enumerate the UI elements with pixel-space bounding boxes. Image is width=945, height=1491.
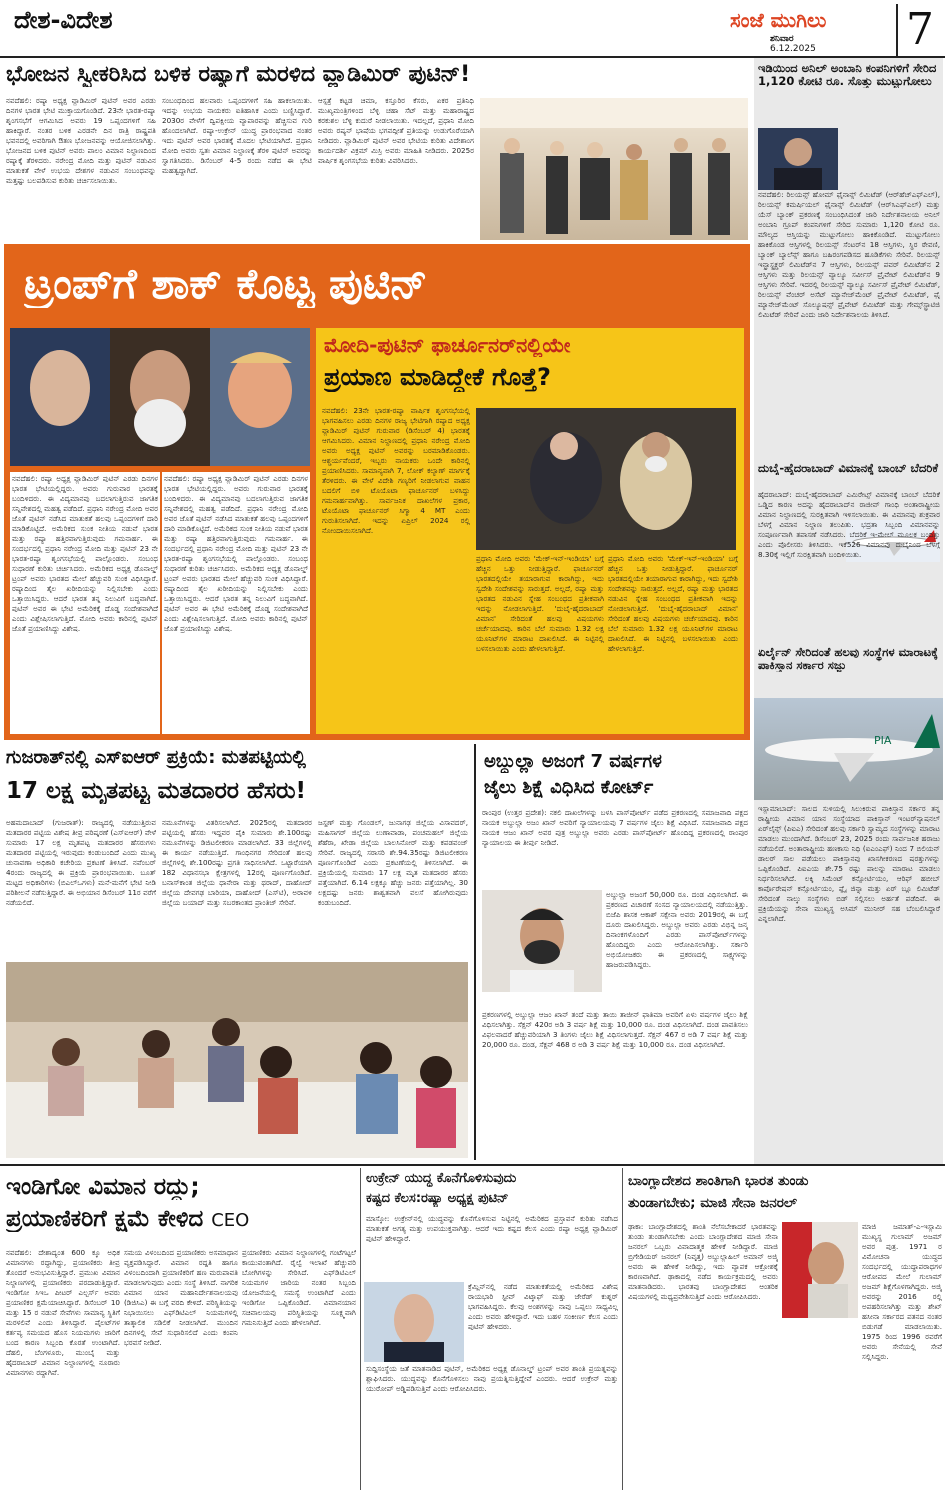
abdulla-intro: ರಾಂಪುರ (ಉತ್ತರ ಪ್ರದೇಶ): ನಕಲಿ ದಾಖಲೆಗಳನ್ನು ಬಳಸಿ ಪಾಸ್‌ಪೋರ್ಟ್ ಪಡೆದ ಪ್ರಕರಣದಲ್ಲಿ ಸಮಾಜವಾದಿ ಪಕ್ಷದ ನಾಯಕ ಅಬ್ದುಲ್ಲಾ ಅಜಂ ಖಾನ್ ಅವರಿಗೆ ನ್ಯಾಯಾಲಯವು 7 ವರ್ಷಗಳ ಜೈಲು ಶಿಕ್ಷೆ ವಿಧಿಸಿದೆ. ಸಮಾಜವಾದಿ ಪಕ್ಷದ ನಾಯಕ ಆಜಂ ಖಾನ್ ಅವರ ಪುತ್ರ ಅಬ್ದುಲ್ಲಾ ಅವರು ಎರಡು ಪಾಸ್‌ಪೋರ್ಟ್ ಹೊಂದಿದ್ದ ಪ್ರಕರಣದಲ್ಲಿ ರಾಂಪುರ ನ್ಯಾಯಾಲಯ ಈ ತೀರ್ಪು ನೀಡಿದೆ.	[482, 808, 748, 847]
putin-banner	[4, 244, 750, 740]
ambani-body: ನವದೆಹಲಿ: ರಿಲಯನ್ಸ್ ಹೋಮ್ ಫೈನಾನ್ಸ್ ಲಿಮಿಟೆಡ್ (ಆರ್‌ಹೆಚ್‌ಎಫ್‌ಎಲ್), ರಿಲಯನ್ಸ್ ಕಮರ್ಷಿಯಲ್ ಫೈನಾನ್ಸ್ ಲಿಮಿಟೆಡ್ (ಆರ್‌ಸಿಎಫ್‌ಎಲ್) ಮತ್ತು ಯೆಸ್ ಬ್ಯಾಂಕ್ ಪ್ರಕರಣಕ್ಕೆ ಸಂಬಂಧಿಸಿದಂತೆ ಜಾರಿ ನಿರ್ದೇಶನಾಲಯ ಅನಿಲ್ ಅಂಬಾನಿ ಗ್ರೂಪ್ ಕಂಪನಿಗಳಿಗೆ ಸೇರಿದ ಸುಮಾರು 1,120 ಕೋಟಿ ರೂ. ಮೌಲ್ಯದ ಆಸ್ತಿಯನ್ನು ಮುಟ್ಟುಗೋಲು ಹಾಕಿಕೊಂಡಿದೆ. ಮುಟ್ಟುಗೋಲು ಹಾಕಿಕೊಂಡ ಆಸ್ತಿಗಳಲ್ಲಿ ರಿಲಯನ್ಸ್ ಸೆಂಟರ್‌ನ 18 ಆಸ್ತಿಗಳು, ಸ್ಥಿರ ಠೇವಣಿ, ಬ್ಯಾಂಕ್ ಬ್ಯಾಲೆನ್ಸ್ ಹಾಗೂ ಬಹಿರಂಗಪಡಿಸದ ಹೂಡಿಕೆಗಳು ಸೇರಿವೆ. ರಿಲಯನ್ಸ್ ಇನ್ಫ್ರಾಸ್ಟ್ರಕ್ಚರ್ ಲಿಮಿಟೆಡ್‌ನ 7 ಆಸ್ತಿಗಳು, ರಿಲಯನ್ಸ್ ಪವರ್ ಲಿಮಿಟೆಡ್‌ನ 2 ಆಸ್ತಿಗಳು ಮತ್ತು ರಿಲಯನ್ಸ್ ವ್ಯಾಲ್ಯೂ ಸರ್ವೀಸ್ ಪ್ರೈವೇಟ್ ಲಿಮಿಟೆಡ್‌ನ 9 ಆಸ್ತಿಗಳು ಸೇರಿವೆ. ಇದರಲ್ಲಿ ರಿಲಯನ್ಸ್ ವ್ಯಾಲ್ಯೂ ಸರ್ವೀಸ್ ಪ್ರೈವೇಟ್ ಲಿಮಿಟೆಡ್, ರಿಲಯನ್ಸ್ ವೆಂಚರ್ ಅಸೆಟ್ ಮ್ಯಾನೇಜ್‌ಮೆಂಟ್ ಪ್ರೈವೇಟ್ ಲಿಮಿಟೆಡ್, ಫೈ ಮ್ಯಾನೇಜ್‌ಮೆಂಟ್ ಸೊಲ್ಯೂಷನ್ಸ್ ಪ್ರೈವೇಟ್ ಲಿಮಿಟೆಡ್ ಮತ್ತು ಗೇಮ್ಸ್‌ಸ್ಟ್ರಾಟಿಜಿ ಲಿಮಿಟೆಡ್ ಸೇರಿವೆ ಎಂದು ಜಾರಿ ನಿರ್ದೇಶನಾಲಯ ತಿಳಿಸಿದೆ.	[758, 190, 940, 319]
column-divider	[474, 744, 476, 1160]
section-label: ದೇಶ-ವಿದೇಶ	[14, 6, 113, 34]
sir-col1: ಅಹಮದಾಬಾದ್ (ಗುಜರಾತ್): ರಾಜ್ಯದಲ್ಲಿ ನಡೆಯುತ್ತಿರುವ ಮತದಾರರ ಪಟ್ಟಿಯ ವಿಶೇಷ ತೀವ್ರ ಪರಿಷ್ಕರಣೆ (ಎಸ್‌ಐಆರ್) ವೇಳೆ ಸುಮಾರು 17 ಲಕ್ಷ ಮೃತಪಟ್ಟ ಮತದಾರರ ಹೆಸರುಗಳು ಮತದಾರರ ಪಟ್ಟಿಯಲ್ಲಿ ಇರುವುದು ಕಂಡುಬಂದಿದೆ ಎಂದು ಮುಖ್ಯ ಚುನಾವಣಾ ಅಧಿಕಾರಿ ಕಚೇರಿಯ ಪ್ರಕಟಣೆ ತಿಳಿಸಿದೆ. ನವೆಂಬರ್ 4ರಂದು ರಾಜ್ಯದಲ್ಲಿ ಈ ಪ್ರಕ್ರಿಯೆ ಪ್ರಾರಂಭವಾಯಿತು. ಬೂತ್ ಮಟ್ಟದ ಅಧಿಕಾರಿಗಳು (ಬಿಎಲ್‌ಒಗಳು) ಮನೆ-ಮನೆಗೆ ಭೇಟಿ ನೀಡಿ ಪರಿಶೀಲನೆ ನಡೆಸುತ್ತಿದ್ದಾರೆ. ಈ ಅಭಿಯಾನ ಡಿಸೆಂಬರ್ 11ರ ವರೆಗೆ ನಡೆಯಲಿದೆ.	[6, 818, 156, 907]
fortuner-headline-2: ಪ್ರಯಾಣ ಮಾಡಿದ್ದೇಕೆ ಗೊತ್ತೆ?	[324, 364, 551, 391]
sidebar	[754, 58, 943, 1166]
indigo-col1: ನವದೆಹಲಿ: ದೇಶಾದ್ಯಂತ 600 ಕ್ಕೂ ಅಧಿಕ ವಿಮಾನಗಳು ರದ್ದಾಗಿದ್ದು, ಪ್ರಯಾಣಿಕರು ತೀವ್ರ ತೊಂದರೆ ಅನುಭವಿಸುತ್ತಿದ್ದಾರೆ. ಪ್ರಮುಖ ವಿಮಾನ ನಿಲ್ದಾಣಗಳಲ್ಲಿ ಪ್ರಯಾಣಿಕರು ಪರದಾಡುತ್ತಿದ್ದಾರೆ. ಇಂಡಿಗೋ ಸಿಇಒ ಪೀಟರ್ ಎಲ್ಬರ್ಸ್ ಅವರು ಪ್ರಯಾಣಿಕರ ಕ್ಷಮೆಯಾಚಿಸಿದ್ದಾರೆ. ಡಿಸೆಂಬರ್ 10 ಮತ್ತು 15 ರ ನಡುವೆ ಸೇವೆಗಳು ಸಾಮಾನ್ಯ ಸ್ಥಿತಿಗೆ ಮರಳಲಿವೆ ಎಂದು ತಿಳಿಸಿದ್ದಾರೆ. ಪೈಲಟ್‌ಗಳ ಕರ್ತವ್ಯ ಸಮಯದ ಹೊಸ ನಿಯಮಗಳು ಜಾರಿಗೆ ಬಂದ ಕಾರಣ ಸಿಬ್ಬಂದಿ ಕೊರತೆ ಉಂಟಾಗಿದೆ. ದೆಹಲಿ, ಬೆಂಗಳೂರು, ಮುಂಬೈ ಮತ್ತು ಹೈದರಾಬಾದ್ ವಿಮಾನ ನಿಲ್ದಾಣಗಳಲ್ಲಿ ನೂರಾರು ವಿಮಾನಗಳು ರದ್ದಾಗಿವೆ.	[6, 1248, 120, 1377]
indigo-headline-1: ಇಂಡಿಗೋ ವಿಮಾನ ರದ್ದು;	[6, 1174, 200, 1200]
sir-office-photo	[6, 962, 468, 1158]
ukraine-headline-2: ಕಷ್ಟದ ಕೆಲಸ:ರಷ್ಯಾ ಅಧ್ಯಕ್ಷ ಪುಟಿನ್	[366, 1192, 509, 1206]
fortuner-body-left: ನವದೆಹಲಿ: 23ನೇ ಭಾರತ-ರಷ್ಯಾ ವಾರ್ಷಿಕ ಶೃಂಗಸಭೆಯಲ್ಲಿ ಭಾಗವಹಿಸಲು ಎರಡು ದಿನಗಳ ರಾಜ್ಯ ಭೇಟಿಗಾಗಿ ರಷ್ಯಾದ ಅಧ್ಯಕ್ಷ ವ್ಲಾಡಿಮಿರ್ ಪುಟಿನ್ ಗುರುವಾರ (ಡಿಸೆಂಬರ್ 4) ಭಾರತಕ್ಕೆ ಆಗಮಿಸಿದರು. ವಿಮಾನ ನಿಲ್ದಾಣದಲ್ಲಿ ಪ್ರಧಾನಿ ನರೇಂದ್ರ ಮೋದಿ ಅವರು ಅಧ್ಯಕ್ಷ ಪುಟಿನ್ ಅವರನ್ನು ಬರಮಾಡಿಕೊಂಡರು. ಆಶ್ಚರ್ಯವೆಂದರೆ, ಇಬ್ಬರು ನಾಯಕರು ಒಂದೇ ಕಾರಿನಲ್ಲಿ ಪ್ರಯಾಣಿಸಿದರು. ಸಾಮಾನ್ಯವಾಗಿ 7, ಲೋಕ್ ಕಲ್ಯಾಣ್ ಮಾರ್ಗಕ್ಕೆ ತೆರಳಿದರು. ಈ ವೇಳೆ ವಿದೇಶಿ ಗಣ್ಯರಿಗೆ ನೀಡಲಾಗುವ ವಾಹನ ಬದಲಿಗೆ ಬಿಳಿ ಟೊಯೊಟಾ ಫಾರ್ಚೂನರ್ ಬಳಸಿದ್ದು ಗಮನಾರ್ಹವಾಗಿತ್ತು. ಸಾರ್ವಜನಿಕ ದಾಖಲೆಗಳ ಪ್ರಕಾರ, ಟೊಯೊಟಾ ಫಾರ್ಚೂನರ್ ಸಿಗ್ಮಾ 4 MT ಎಂದು ಗುರುತಿಸಲಾಗಿದೆ. ಇದನ್ನು ಏಪ್ರಿಲ್ 2024 ರಲ್ಲಿ ನೋಂದಾಯಿಸಲಾಗಿದೆ.	[322, 406, 470, 535]
putin-return-col3: ಆಸ್ಪತ್ರೆ ಕಟ್ಟಡ ಚಿಮಾ, ಕಸ್ತೂರಿರ ಕೆಸರು, ಏಕರ ಪ್ರತಿನಿಧಿ ಮುಖ್ಯಮಂತ್ರಿಗಳಿಂದ ಬೆಳ್ಳಿ ಚಹಾ ಸೆಟ್ ಮತ್ತು ಮಹಾರಾಷ್ಟ್ರದ ಕರಕುಶಲ ಬೆಳ್ಳಿ ಕುದುರೆ ನೀಡಲಾಯಿತು. ಇದಲ್ಲದೆ, ಪ್ರಧಾನಿ ಮೋದಿ ಅವರು ರಷ್ಯನ್ ಭಾಷೆಯ ಭಗವದ್ಗೀತೆ ಪ್ರತಿಯನ್ನು ಉಡುಗೊರೆಯಾಗಿ ನೀಡಿದರು. ವ್ಲಾಡಿಮಿರ್ ಪುಟಿನ್ ಅವರ ಭೇಟಿಯ ಕುರಿತು ವಿದೇಶಾಂಗ ಕಾರ್ಯದರ್ಶಿ ವಿಕ್ರಮ್ ಮಿಸ್ರಿ ಅವರು ಮಾಹಿತಿ ನೀಡಿದರು. 2025ರ ವಾರ್ಷಿಕ ಶೃಂಗಸಭೆಯ ಕುರಿತು ವಿವರಿಸಿದರು.	[318, 96, 474, 165]
abdulla-side: ಅಬ್ದುಲ್ಲಾ ಅಜಂಗೆ 50,000 ರೂ. ದಂಡ ವಿಧಿಸಲಾಗಿದೆ. ಈ ಪ್ರಕರಣದ ವಿಚಾರಣೆ ಸಂಸದ ನ್ಯಾಯಾಲಯದಲ್ಲಿ ನಡೆಯುತ್ತಿತ್ತು. ಬಿಜೆಪಿ ಶಾಸಕ ಆಕಾಶ್ ಸಕ್ಸೇನಾ ಅವರು 2019ರಲ್ಲಿ ಈ ಬಗ್ಗೆ ದೂರು ದಾಖಲಿಸಿದ್ದರು. ಅಬ್ದುಲ್ಲಾ ಅವರು ಎರಡು ವಿಭಿನ್ನ ಜನ್ಮ ದಿನಾಂಕಗಳೊಂದಿಗೆ ಎರಡು ಪಾಸ್‌ಪೋರ್ಟ್‌ಗಳನ್ನು ಹೊಂದಿದ್ದರು ಎಂದು ಆರೋಪಿಸಲಾಗಿತ್ತು. ಸರ್ಕಾರಿ ಅಭಿಯೋಜಕರು ಈ ಪ್ರಕರಣದಲ್ಲಿ ಸಾಕ್ಷ್ಯಗಳನ್ನು ಹಾಜರುಪಡಿಸಿದ್ದರು.	[606, 890, 748, 969]
car-photo	[476, 408, 736, 550]
masthead-day: ಶನಿವಾರ	[770, 34, 794, 44]
abdulla-headline-2: ಜೈಲು ಶಿಕ್ಷೆ ವಿಧಿಸಿದ ಕೋರ್ಟ್	[484, 778, 654, 798]
general-photo	[782, 1222, 858, 1318]
ukraine-top: ಮಾಸ್ಕೋ: ಉಕ್ರೇನ್‌ನಲ್ಲಿ ಯುದ್ಧವನ್ನು ಕೊನೆಗೊಳಿಸುವ ನಿಟ್ಟಿನಲ್ಲಿ ಅಮೆರಿಕದ ಪ್ರಸ್ತಾವನೆ ಕುರಿತು ನಡೆಸಿದ ಮಾತುಕತೆ ಅಗತ್ಯ ಮತ್ತು ಉಪಯುಕ್ತವಾಗಿತ್ತು. ಆದರೆ ಇದು ಕಷ್ಟದ ಕೆಲಸ ಎಂದು ರಷ್ಯಾ ಅಧ್ಯಕ್ಷ ವ್ಲಾಡಿಮಿರ್ ಪುಟಿನ್ ಹೇಳಿದ್ದಾರೆ.	[366, 1214, 618, 1243]
bangla-headline-2: ತುಂಡಾಗಬೇಕು; ಮಾಜಿ ಸೇನಾ ಜನರಲ್	[628, 1196, 797, 1211]
putin-return-headline: ಭೋಜನ ಸ್ವೀಕರಿಸಿದ ಬಳಿಕ ರಷ್ಯಾಗೆ ಮರಳಿದ ವ್ಲಾಡಿಮಿರ್ ಪುಟಿನ್!	[6, 62, 471, 87]
indigo-col3: ಪ್ರಯಾಣಿಕರು ವಿಮಾನ ನಿಲ್ದಾಣಗಳಲ್ಲಿ ಗಂಟೆಗಟ್ಟಲೆ ಕಾಯುವಂತಾಗಿದೆ. ರೈಲ್ವೆ ಇಲಾಖೆ ಹೆಚ್ಚುವರಿ ಬೋಗಿಗಳನ್ನು ಸೇರಿಸಿದೆ. ಎಫ್‌ಡಿಟಿಎಲ್ ನಿಯಮಗಳ ಜಾರಿಯ ನಂತರ ಸಿಬ್ಬಂದಿ ಯೋಜನೆಯಲ್ಲಿ ಸಮಸ್ಯೆ ಉಂಟಾಗಿದೆ ಎಂದು ಇಂಡಿಗೋ ಒಪ್ಪಿಕೊಂಡಿದೆ. ವಿಮಾನಯಾನ ಸಚಿವಾಲಯವು ಪರಿಸ್ಥಿತಿಯನ್ನು ಸೂಕ್ಷ್ಮವಾಗಿ ಗಮನಿಸುತ್ತಿದೆ ಎಂದು ಹೇಳಲಾಗಿದೆ.	[242, 1248, 356, 1327]
masthead-date: 6.12.2025	[770, 44, 816, 54]
meeting-figures	[480, 98, 748, 240]
leaders-photo	[10, 328, 310, 466]
ukraine-bottom: ಸುದ್ದಿಸಂಸ್ಥೆಯ ಜತೆ ಮಾತನಾಡಿದ ಪುಟಿನ್, ಅಮೆರಿಕದ ಅಧ್ಯಕ್ಷ ಡೊನಾಲ್ಡ್ ಟ್ರಂಪ್ ಅವರ ಶಾಂತಿ ಪ್ರಯತ್ನವನ್ನು ಶ್ಲಾಘಿಸಿದರು. ಯುದ್ಧವನ್ನು ಕೊನೆಗೊಳಿಸಲು ನಾವು ಪ್ರಯತ್ನಿಸುತ್ತಿದ್ದೇವೆ ಎಂದರು. ಆದರೆ ಉಕ್ರೇನ್ ಮತ್ತು ಯುರೋಪ್ ಅಡ್ಡಿಪಡಿಸುತ್ತಿವೆ ಎಂದು ಆರೋಪಿಸಿದರು.	[366, 1364, 618, 1393]
pia-body: ಇಸ್ಲಾಮಾಬಾದ್: ಸಾಲದ ಸುಳಿಯಲ್ಲಿ ಸಿಲುಕಿರುವ ಪಾಕಿಸ್ತಾನ ಸರ್ಕಾರ ತನ್ನ ರಾಷ್ಟ್ರೀಯ ವಿಮಾನ ಯಾನ ಸಂಸ್ಥೆಯಾದ ಪಾಕಿಸ್ತಾನ್ ಇಂಟರ್‌ನ್ಯಾಷನಲ್ ಏರ್‌ಲೈನ್ಸ್ (ಪಿಐಎ) ಸೇರಿದಂತೆ ಹಲವು ಸರ್ಕಾರಿ ಸ್ವಾಮ್ಯದ ಸಂಸ್ಥೆಗಳನ್ನು ಮಾರಾಟ ಮಾಡಲು ಮುಂದಾಗಿದೆ. ಡಿಸೆಂಬರ್ 23, 2025 ರಂದು ಸಾರ್ವಜನಿಕ ಹರಾಜು ನಡೆಯಲಿದೆ. ಅಂತಾರಾಷ್ಟ್ರೀಯ ಹಣಕಾಸು ನಿಧಿ (ಐಎಂಎಫ್) ನಿಂದ 7 ಬಿಲಿಯನ್ ಡಾಲರ್ ಸಾಲ ಪಡೆಯಲು ಪಾಕಿಸ್ತಾನವು ಖಾಸಗೀಕರಣದ ಷರತ್ತುಗಳನ್ನು ಒಪ್ಪಿಕೊಂಡಿದೆ. ಪಿಐಎಯ ಶೇ.75 ರಷ್ಟು ಪಾಲನ್ನು ಮಾರಾಟ ಮಾಡಲು ನಿರ್ಧರಿಸಲಾಗಿದೆ. ಲಕ್ಕಿ ಸಿಮೆಂಟ್ ಕನ್ಸೋರ್ಟಿಯಂ, ಆರಿಫ್ ಹಬೀಬ್ ಕಾರ್ಪೊರೇಷನ್ ಕನ್ಸೋರ್ಟಿಯಂ, ಫ್ಲೈ ಜಿನ್ನಾ ಮತ್ತು ಏರ್ ಬ್ಲೂ ಲಿಮಿಟೆಡ್ ಸೇರಿದಂತೆ ನಾಲ್ಕು ಸಂಸ್ಥೆಗಳು ಬಿಡ್ ಸಲ್ಲಿಸಲು ಅರ್ಹತೆ ಪಡೆದಿವೆ. ಈ ಪ್ರಕ್ರಿಯೆಯನ್ನು ಸೇನಾ ಮುಖ್ಯಸ್ಥ ಅಸಿಮ್ ಮುನೀರ್ ಸಹ ಬೆಂಬಲಿಸಿದ್ದಾರೆ ಎನ್ನಲಾಗಿದೆ.	[758, 804, 940, 923]
page-number: 7	[896, 4, 934, 56]
pia-headline: ಏರ್ಲೈನ್ ಸೇರಿದಂತೆ ಹಲವು ಸಂಸ್ಥೆಗಳ ಮಾರಾಟಕ್ಕೆ ಪಾಕಿಸ್ತಾನ ಸರ್ಕಾರ ಸಜ್ಜು	[758, 646, 938, 673]
indigo-headline-2	[6, 1206, 356, 1232]
sir-headline-1: ಗುಜರಾತ್‌ನಲ್ಲಿ ಎಸ್‌ಐಆರ್ ಪ್ರಕ್ರಿಯೆ: ಮತಪಟ್ಟಿಯಲ್ಲಿ	[6, 748, 306, 768]
banner-title: ಟ್ರಂಪ್‌ಗೆ ಶಾಕ್ ಕೊಟ್ಟ ಪುಟಿನ್	[24, 260, 428, 308]
bomb-body: ಹೈದರಾಬಾದ್: ದುಬೈ-ಹೈದರಾಬಾದ್ ಎಮಿರೇಟ್ಸ್ ವಿಮಾನಕ್ಕೆ ಬಾಂಬ್ ಬೆದರಿಕೆ ಒಡ್ಡಿದ ಕಾರಣ ಅದನ್ನು ಹೈದರಾಬಾದ್‌ನ ರಾಜೀವ್ ಗಾಂಧಿ ಅಂತಾರಾಷ್ಟ್ರೀಯ ವಿಮಾನ ನಿಲ್ದಾಣದಲ್ಲಿ ಸುರಕ್ಷಿತವಾಗಿ ಇಳಿಸಲಾಯಿತು. ಈ ವಿಮಾನವು ಶುಕ್ರವಾರ ಬೆಳಗ್ಗೆ ವಿಮಾನ ನಿಲ್ದಾಣ ತಲುಪಿತು. ಭದ್ರತಾ ಸಿಬ್ಬಂದಿ ವಿಮಾನವನ್ನು ಸಂಪೂರ್ಣವಾಗಿ ತಪಾಸಣೆ ನಡೆಸಿದರು. ಬೆದರಿಕೆ ಇ-ಮೇಲ್ ಮೂಲಕ ಬಂದಿತ್ತು ಎಂದು ಪೊಲೀಸರು ತಿಳಿಸಿದರು. ಇಕೆ526 ವಿಮಾನವು ದುಬೈನಿಂದ ಬೆಳಗ್ಗೆ 8.30ಕ್ಕೆ ಇಲ್ಲಿಗೆ ಸುರಕ್ಷಿತವಾಗಿ ಬಂದಿಳಿಯಿತು.	[758, 490, 940, 559]
abdulla-bottom: ಪ್ರಕರಣಗಳಲ್ಲಿ ಅಬ್ದುಲ್ಲಾ ಆಜಂ ಖಾನ್ ತಂದೆ ಮತ್ತು ತಾಯಿ ತಾಜೀನ್ ಫಾತಿಮಾ ಅವರಿಗೆ ಏಳು ವರ್ಷಗಳ ಜೈಲು ಶಿಕ್ಷೆ ವಿಧಿಸಲಾಗಿತ್ತು. ಸೆಕ್ಷನ್ 420ರ ಅಡಿ 3 ವರ್ಷ ಶಿಕ್ಷೆ ಮತ್ತು 10,000 ರೂ. ದಂಡ ವಿಧಿಸಲಾಗಿದೆ. ದಂಡ ಪಾವತಿಸಲು ವಿಫಲವಾದರೆ ಹೆಚ್ಚುವರಿಯಾಗಿ 3 ತಿಂಗಳು ಜೈಲು ಶಿಕ್ಷೆ ವಿಧಿಸಲಾಗುತ್ತದೆ. ಸೆಕ್ಷನ್ 467 ರ ಅಡಿ 7 ವರ್ಷ ಶಿಕ್ಷೆ ಮತ್ತು 20,000 ರೂ. ದಂಡ, ಸೆಕ್ಷನ್ 468 ರ ಅಡಿ 3 ವರ್ಷ ಶಿಕ್ಷೆ ಮತ್ತು 10,000 ರೂ. ದಂಡ ವಿಧಿಸಲಾಗಿದೆ.	[482, 1010, 748, 1049]
fortuner-box	[316, 328, 744, 734]
putin-photo	[364, 1282, 464, 1362]
indigo-headline-2-ceo: CEO	[211, 1210, 250, 1231]
fortuner-body-mid: ಪ್ರಧಾನಿ ಮೋದಿ ಅವರು 'ಮೇಕ್-ಇನ್-ಇಂಡಿಯಾ' ಬಗ್ಗೆ ಹೆಚ್ಚಿನ ಒತ್ತು ನೀಡುತ್ತಿದ್ದಾರೆ. ಫಾರ್ಚೂನರ್ ಭಾರತದಲ್ಲಿಯೇ ತಯಾರಾಗುವ ಕಾರಾಗಿದ್ದು, ಇದು ಸ್ವದೇಶಿ ಸಂದೇಶವನ್ನು ಸಾರುತ್ತದೆ. ಅಲ್ಲದೆ, ರಷ್ಯಾ ಮತ್ತು ಭಾರತದ ನಡುವಿನ ಸ್ನೇಹ ಸಂಬಂಧದ ಪ್ರತೀಕವಾಗಿ ಇದನ್ನು ನೋಡಲಾಗುತ್ತಿದೆ. 'ದುಬೈ-ಹೈದರಾಬಾದ್ ವಿಮಾನ' ಸೇರಿದಂತೆ ಹಲವು ವಿಷಯಗಳು ಚರ್ಚೆಯಾದವು. ಕಾರಿನ ಬೆಲೆ ಸುಮಾರು 1.32 ಲಕ್ಷ ಯೂನಿಟ್‌ಗಳ ಮಾರಾಟ ದಾಖಲಿಸಿದೆ. ಈ ನಿಟ್ಟಿನಲ್ಲಿ ಬಳಸಲಾಯಿತು ಎಂದು ಹೇಳಲಾಗುತ್ತಿದೆ.	[476, 554, 604, 653]
fortuner-body-right: ಪ್ರಧಾನಿ ಮೋದಿ ಅವರು 'ಮೇಕ್-ಇನ್-ಇಂಡಿಯಾ' ಬಗ್ಗೆ ಹೆಚ್ಚಿನ ಒತ್ತು ನೀಡುತ್ತಿದ್ದಾರೆ. ಫಾರ್ಚೂನರ್ ಭಾರತದಲ್ಲಿಯೇ ತಯಾರಾಗುವ ಕಾರಾಗಿದ್ದು, ಇದು ಸ್ವದೇಶಿ ಸಂದೇಶವನ್ನು ಸಾರುತ್ತದೆ. ಅಲ್ಲದೆ, ರಷ್ಯಾ ಮತ್ತು ಭಾರತದ ನಡುವಿನ ಸ್ನೇಹ ಸಂಬಂಧದ ಪ್ರತೀಕವಾಗಿ ಇದನ್ನು ನೋಡಲಾಗುತ್ತಿದೆ. 'ದುಬೈ-ಹೈದರಾಬಾದ್ ವಿಮಾನ' ಸೇರಿದಂತೆ ಹಲವು ವಿಷಯಗಳು ಚರ್ಚೆಯಾದವು. ಕಾರಿನ ಬೆಲೆ ಸುಮಾರು 1.32 ಲಕ್ಷ ಯೂನಿಟ್‌ಗಳ ಮಾರಾಟ ದಾಖಲಿಸಿದೆ. ಈ ನಿಟ್ಟಿನಲ್ಲಿ ಬಳಸಲಾಯಿತು ಎಂದು ಹೇಳಲಾಗುತ್ತಿದೆ.	[608, 554, 738, 653]
putin-return-col2: ಸಂಬಂಧದಿಂದ ಹಲವಾರು ಒಪ್ಪಂದಗಳಿಗೆ ಸಹಿ ಹಾಕಲಾಯಿತು. ಇದನ್ನು ಉಭಯ ನಾಯಕರು ಐತಿಹಾಸಿಕ ಎಂದು ಬಣ್ಣಿಸಿದ್ದಾರೆ. 2030ರ ವೇಳೆಗೆ ದ್ವಿಪಕ್ಷೀಯ ವ್ಯಾಪಾರವನ್ನು ಹೆಚ್ಚಿಸುವ ಗುರಿ ಹೊಂದಲಾಗಿದೆ. ರಷ್ಯಾ-ಉಕ್ರೇನ್ ಯುದ್ಧ ಪ್ರಾರಂಭವಾದ ನಂತರ ಇದು ಪುಟಿನ್ ಅವರ ಭಾರತಕ್ಕೆ ಮೊದಲ ಭೇಟಿಯಾಗಿದೆ. ಪ್ರಧಾನಿ ಮೋದಿ ಅವರು ಸ್ವತಃ ವಿಮಾನ ನಿಲ್ದಾಣಕ್ಕೆ ತೆರಳಿ ಪುಟಿನ್ ಅವರನ್ನು ಸ್ವಾಗತಿಸಿದರು. ಡಿಸೆಂಬರ್ 4-5 ರಂದು ನಡೆದ ಈ ಭೇಟಿ ಮಹತ್ವದ್ದಾಗಿದೆ.	[162, 96, 312, 175]
abdulla-headline-1: ಅಬ್ದುಲ್ಲಾ ಅಜಂಗೆ 7 ವರ್ಷಗಳ	[484, 752, 662, 772]
ambani-headline: ಇಡಿಯಿಂದ ಅನಿಲ್ ಅಂಬಾನಿ ಕಂಪನಿಗಳಿಗೆ ಸೇರಿದ 1,120 ಕೋಟಿ ರೂ. ಸೊತ್ತು ಮುಟ್ಟುಗೋಲು	[758, 62, 937, 89]
masthead	[700, 4, 940, 56]
indigo-headline-2-main: ಪ್ರಯಾಣಿಕರಿಗೆ ಕ್ಷಮೆ ಕೇಳಿದ	[6, 1206, 204, 1232]
column-divider	[622, 1168, 623, 1490]
banner-left-body-b: ನವದೆಹಲಿ: ರಷ್ಯಾ ಅಧ್ಯಕ್ಷ ವ್ಲಾಡಿಮಿರ್ ಪುಟಿನ್ ಎರಡು ದಿನಗಳ ಭಾರತ ಭೇಟಿಯಲ್ಲಿದ್ದರು. ಅವರು ಗುರುವಾರ ಭಾರತಕ್ಕೆ ಬಂದಿಳಿದರು. ಈ ವಿದ್ಯಮಾನವು ಬದಲಾಗುತ್ತಿರುವ ಜಾಗತಿಕ ಸನ್ನಿವೇಶದಲ್ಲಿ ಮಹತ್ವ ಪಡೆದಿದೆ. ಪ್ರಧಾನಿ ನರೇಂದ್ರ ಮೋದಿ ಅವರ ಜೊತೆ ಪುಟಿನ್ ನಡೆಸಿದ ಮಾತುಕತೆ ಹಲವು ಒಪ್ಪಂದಗಳಿಗೆ ದಾರಿ ಮಾಡಿಕೊಟ್ಟಿದೆ. ಅಮೆರಿಕದ ಸುಂಕ ನೀತಿಯ ನಡುವೆ ಭಾರತ ಮತ್ತು ರಷ್ಯಾ ಹತ್ತಿರವಾಗುತ್ತಿರುವುದು ಗಮನಾರ್ಹ. ಈ ಸಂದರ್ಭದಲ್ಲಿ ಪ್ರಧಾನಿ ನರೇಂದ್ರ ಮೋದಿ ಮತ್ತು ಪುಟಿನ್ 23 ನೇ ಭಾರತ-ರಷ್ಯಾ ಶೃಂಗಸಭೆಯಲ್ಲಿ ಪಾಲ್ಗೊಂಡರು. ಸಂಬಂಧ ಸುಧಾರಣೆ ಕುರಿತು ಚರ್ಚಿಸಿದರು. ಅಮೆರಿಕದ ಅಧ್ಯಕ್ಷ ಡೊನಾಲ್ಡ್ ಟ್ರಂಪ್ ಅವರು ಭಾರತದ ಮೇಲೆ ಹೆಚ್ಚುವರಿ ಸುಂಕ ವಿಧಿಸಿದ್ದಾರೆ. ರಷ್ಯಾದಿಂದ ತೈಲ ಖರೀದಿಯನ್ನು ನಿಲ್ಲಿಸಬೇಕು ಎಂದು ಒತ್ತಾಯಿಸಿದ್ದರು. ಆದರೆ ಭಾರತ ತನ್ನ ನಿಲುವಿಗೆ ಬದ್ಧವಾಗಿದೆ. ಪುಟಿನ್ ಅವರ ಈ ಭೇಟಿ ಅಮೆರಿಕಕ್ಕೆ ದೊಡ್ಡ ಸಂದೇಶವಾಗಿದೆ ಎಂದು ವಿಶ್ಲೇಷಿಸಲಾಗುತ್ತಿದೆ. ಮೋದಿ ಅವರು ಕಾರಿನಲ್ಲಿ ಪುಟಿನ್ ಜೊತೆ ಪ್ರಯಾಣಿಸಿದ್ದು ವಿಶೇಷ.	[162, 472, 310, 734]
putin-meeting-photo	[480, 98, 748, 240]
bangla-headline-1: ಬಾಂಗ್ಲಾದೇಶದ ಶಾಂತಿಗಾಗಿ ಭಾರತ ತುಂಡು	[628, 1174, 809, 1189]
indigo-col2: ಸಮಯ ವಿಳಂಬದಿಂದ ಪ್ರಯಾಣಿಕರು ಅಸಮಾಧಾನ ವ್ಯಕ್ತಪಡಿಸಿದ್ದಾರೆ. ವಿಮಾನ ರದ್ದತಿ ಹಾಗೂ ವಿಳಂಬದಿಂದಾಗಿ ಪ್ರಯಾಣಿಕರಿಗೆ ಹಣ ಮರುಪಾವತಿ ಮಾಡಲಾಗುವುದು ಎಂದು ಸಂಸ್ಥೆ ತಿಳಿಸಿದೆ. ನಾಗರಿಕ ವಿಮಾನ ಯಾನ ಮಹಾನಿರ್ದೇಶನಾಲಯವು (ಡಿಜಿಸಿಎ) ಈ ಬಗ್ಗೆ ವರದಿ ಕೇಳಿದೆ. ಪರಿಸ್ಥಿತಿಯನ್ನು ನಿಭಾಯಿಸಲು ಎಫ್‌ಡಿಟಿಎಲ್ ನಿಯಮಗಳಲ್ಲಿ ತಾತ್ಕಾಲಿಕ ಸಡಿಲಿಕೆ ನೀಡಲಾಗಿದೆ. ಮುಂದಿನ ದಿನಗಳಲ್ಲಿ ಸೇವೆ ಸುಧಾರಿಸಲಿದೆ ಎಂದು ಕಂಪನಿ ಭರವಸೆ ನೀಡಿದೆ.	[124, 1248, 238, 1347]
column-divider	[360, 1168, 361, 1490]
ambani-photo	[758, 128, 838, 190]
ukraine-headline-1: ಉಕ್ರೇನ್ ಯುದ್ಧ ಕೊನೆಗೊಳಿಸುವುದು	[366, 1172, 517, 1186]
section-rule	[0, 1164, 945, 1166]
sir-col3: ಜಸ್ದಣ್ ಮತ್ತು ಗೊಂಡಲ್, ಜುನಾಗಢ ಜಿಲ್ಲೆಯ ವಿಸಾವದರ್, ಮಹಿಸಾಗರ್ ಜಿಲ್ಲೆಯ ಲುಣಾವಾಡಾ, ಪಂಚಮಹಲ್ ಜಿಲ್ಲೆಯ ಶೆಹೆರಾ, ಖೇಡಾ ಜಿಲ್ಲೆಯ ಬಾಲಸಿನೋರ್ ಮತ್ತು ಕಪಡವಂಜ್ ಸೇರಿವೆ. ರಾಜ್ಯದಲ್ಲಿ ಸರಾಸರಿ ಶೇ.94.35ರಷ್ಟು ಡಿಜಿಟಲೀಕರಣ ಪೂರ್ಣಗೊಂಡಿದೆ ಎಂದು ಪ್ರಕಟಣೆಯಲ್ಲಿ ತಿಳಿಸಲಾಗಿದೆ. ಈ ಪ್ರಕ್ರಿಯೆಯಲ್ಲಿ ಸುಮಾರು 17 ಲಕ್ಷ ಮೃತ ಮತದಾರರ ಹೆಸರು ಪತ್ತೆಯಾಗಿದೆ. 6.14 ಲಕ್ಷಕ್ಕೂ ಹೆಚ್ಚು ಜನರು ಪತ್ತೆಯಾಗಿಲ್ಲ. 30 ಲಕ್ಷದಷ್ಟು ಜನರು ಶಾಶ್ವತವಾಗಿ ವಲಸೆ ಹೋಗಿರುವುದು ಕಂಡುಬಂದಿದೆ.	[318, 818, 468, 907]
bangla-col1: ಢಾಕಾ: ಬಾಂಗ್ಲಾದೇಶದಲ್ಲಿ ಶಾಂತಿ ನೆಲೆಸಬೇಕಾದರೆ ಭಾರತವನ್ನು ತುಂಡು ತುಂಡಾಗಿಸಬೇಕು ಎಂದು ಬಾಂಗ್ಲಾದೇಶದ ಮಾಜಿ ಸೇನಾ ಜನರಲ್ ಒಬ್ಬರು ವಿವಾದಾತ್ಮಕ ಹೇಳಿಕೆ ನೀಡಿದ್ದಾರೆ. ಮಾಜಿ ಬ್ರಿಗೇಡಿಯರ್ ಜನರಲ್ (ನಿವೃತ್ತ) ಅಬ್ದುಲ್ಲಾಹಿಲ್ ಅಮಾನ್ ಅಜ್ಮಿ ಅವರು ಈ ಹೇಳಿಕೆ ನೀಡಿದ್ದು, ಇದು ವ್ಯಾಪಕ ಆಕ್ರೋಶಕ್ಕೆ ಕಾರಣವಾಗಿದೆ. ಢಾಕಾದಲ್ಲಿ ನಡೆದ ಕಾರ್ಯಕ್ರಮದಲ್ಲಿ ಅವರು ಮಾತನಾಡಿದರು. ಭಾರತವು ಬಾಂಗ್ಲಾದೇಶದ ಆಂತರಿಕ ವಿಷಯಗಳಲ್ಲಿ ಮಧ್ಯಪ್ರವೇಶಿಸುತ್ತಿದೆ ಎಂದು ಆರೋಪಿಸಿದರು.	[628, 1222, 778, 1301]
svg-text:PIA: PIA	[874, 734, 892, 747]
fortuner-headline-1: ಮೋದಿ-ಪುಟಿನ್ ಫಾರ್ಚೂನರ್‌ನಲ್ಲಿಯೇ	[324, 334, 571, 357]
abdulla-photo	[482, 890, 602, 992]
bangla-col2: ಮಾಜಿ ಜಮಾತ್-ಎ-ಇಸ್ಲಾಮಿ ಮುಖ್ಯಸ್ಥ ಗುಲಾಮ್ ಅಜಮ್ ಅವರ ಪುತ್ರ. 1971 ರ ವಿಮೋಚನಾ ಯುದ್ಧದ ಸಂದರ್ಭದಲ್ಲಿ ಯುದ್ಧಾಪರಾಧಗಳ ಆರೋಪದ ಮೇಲೆ ಗುಲಾಮ್ ಅಜಮ್ ಶಿಕ್ಷೆಗೊಳಗಾಗಿದ್ದರು. ಅಜ್ಮಿ ಅವರನ್ನು 2016 ರಲ್ಲಿ ಅಪಹರಿಸಲಾಗಿತ್ತು ಮತ್ತು ಶೇಖ್ ಹಸೀನಾ ಸರ್ಕಾರದ ಪತನದ ನಂತರ ಬಿಡುಗಡೆ ಮಾಡಲಾಯಿತು. 1975 ರಿಂದ 1996 ರವರೆಗೆ ಅವರು ಸೇನೆಯಲ್ಲಿ ಸೇವೆ ಸಲ್ಲಿಸಿದ್ದರು.	[862, 1222, 942, 1361]
putin-return-col1: ನವದೆಹಲಿ: ರಷ್ಯಾ ಅಧ್ಯಕ್ಷ ವ್ಲಾಡಿಮಿರ್ ಪುಟಿನ್ ಅವರ ಎರಡು ದಿನಗಳ ಭಾರತ ಭೇಟಿ ಮುಕ್ತಾಯಗೊಂಡಿದೆ. 23ನೇ ಭಾರತ-ರಷ್ಯಾ ಶೃಂಗಸಭೆಗೆ ಆಗಮಿಸಿದ ಅವರು 19 ಒಪ್ಪಂದಗಳಿಗೆ ಸಹಿ ಹಾಕಿದ್ದಾರೆ. ನಂತರ ಬಳಿಕ ಎರಡನೇ ದಿನ ರಾತ್ರಿ ರಾಷ್ಟ್ರಪತಿ ಭವನದಲ್ಲಿ ಅವರಿಗಾಗಿ ಔತಣ ಭೋಜನವನ್ನು ಆಯೋಜಿಸಲಾಗಿತ್ತು. ಭೋಜನದ ಬಳಿಕ ಪುಟಿನ್ ಅವರು ಪಾಲಂ ವಿಮಾನ ನಿಲ್ದಾಣದಿಂದ ರಷ್ಯಾಕ್ಕೆ ತೆರಳಿದರು. ನರೇಂದ್ರ ಮೋದಿ ಮತ್ತು ಪುಟಿನ್ ನಡುವಿನ ಮಾತುಕತೆ ವೇಳೆ ಉಭಯ ದೇಶಗಳ ನಡುವಿನ ಸಂಬಂಧವನ್ನು ಮತ್ತಷ್ಟು ಬಲಪಡಿಸುವ ಕುರಿತು ಚರ್ಚಿಸಲಾಯಿತು.	[6, 96, 156, 185]
bomb-headline: ದುಬೈ-ಹೈದರಾಬಾದ್ ವಿಮಾನಕ್ಕೆ ಬಾಂಬ್ ಬೆದರಿಕೆ	[758, 462, 938, 475]
brand-logo: ಸಂಜೆ ಮುಗಿಲು	[730, 8, 827, 32]
ukraine-side: ಕ್ರೆಮ್ಲಿನ್‌ನಲ್ಲಿ ನಡೆದ ಮಾತುಕತೆಯಲ್ಲಿ ಅಮೆರಿಕದ ವಿಶೇಷ ರಾಯಭಾರಿ ಸ್ಟೀವ್ ವಿಟ್ಕಾಫ್ ಮತ್ತು ಜೇರೆಡ್ ಕುಶ್ನರ್ ಭಾಗವಹಿಸಿದ್ದರು. ಕೆಲವು ಅಂಶಗಳನ್ನು ನಾವು ಒಪ್ಪಲು ಸಾಧ್ಯವಿಲ್ಲ ಎಂದು ಅವರು ಹೇಳಿದ್ದಾರೆ. ಇದು ಬಹಳ ಸಂಕೀರ್ಣ ಕೆಲಸ ಎಂದು ಪುಟಿನ್ ಹೇಳಿದರು.	[468, 1282, 618, 1331]
sir-col2: ನಮೂನೆಗಳನ್ನು ವಿತರಿಸಲಾಗಿದೆ. 2025ರಲ್ಲಿ ಮತದಾರರ ಪಟ್ಟಿಯಲ್ಲಿ ಹೆಸರು ಇದ್ದವರ ಪೈಕಿ ಸುಮಾರು ಶೇ.100ರಷ್ಟು ನಮೂನೆಗಳನ್ನು ಡಿಜಿಟಲೀಕರಣ ಮಾಡಲಾಗಿದೆ. 33 ಜಿಲ್ಲೆಗಳಲ್ಲಿ ಈ ಕಾರ್ಯ ನಡೆಯುತ್ತಿದೆ. ಗಾಂಧಿನಗರ ಸೇರಿದಂತೆ ಹಲವು ಜಿಲ್ಲೆಗಳಲ್ಲಿ ಶೇ.100ರಷ್ಟು ಪ್ರಗತಿ ಸಾಧಿಸಲಾಗಿದೆ. ಒಟ್ಟಾರೆಯಾಗಿ 182 ವಿಧಾನಸಭಾ ಕ್ಷೇತ್ರಗಳಲ್ಲಿ 12ರಲ್ಲಿ ಪೂರ್ಣಗೊಂಡಿದೆ. ಬನಾಸ್‌ಕಾಂತ ಜಿಲ್ಲೆಯ ಧಾನೇರಾ ಮತ್ತು ಥರಾದ್, ದಾಹೋದ್ ಜಿಲ್ಲೆಯ ದೇವಗಢ ಬಾರಿಯಾ, ದಾಹೋದ್ (ಎಸ್‌ಟಿ), ಅರಾವಳಿ ಜಿಲ್ಲೆಯ ಬಯಾದ್ ಮತ್ತು ಸಬರಕಾಂತದ ಪ್ರಾಂತಿಜ್ ಸೇರಿವೆ.	[162, 818, 312, 907]
banner-left-body-a: ನವದೆಹಲಿ: ರಷ್ಯಾ ಅಧ್ಯಕ್ಷ ವ್ಲಾಡಿಮಿರ್ ಪುಟಿನ್ ಎರಡು ದಿನಗಳ ಭಾರತ ಭೇಟಿಯಲ್ಲಿದ್ದರು. ಅವರು ಗುರುವಾರ ಭಾರತಕ್ಕೆ ಬಂದಿಳಿದರು. ಈ ವಿದ್ಯಮಾನವು ಬದಲಾಗುತ್ತಿರುವ ಜಾಗತಿಕ ಸನ್ನಿವೇಶದಲ್ಲಿ ಮಹತ್ವ ಪಡೆದಿದೆ. ಪ್ರಧಾನಿ ನರೇಂದ್ರ ಮೋದಿ ಅವರ ಜೊತೆ ಪುಟಿನ್ ನಡೆಸಿದ ಮಾತುಕತೆ ಹಲವು ಒಪ್ಪಂದಗಳಿಗೆ ದಾರಿ ಮಾಡಿಕೊಟ್ಟಿದೆ. ಅಮೆರಿಕದ ಸುಂಕ ನೀತಿಯ ನಡುವೆ ಭಾರತ ಮತ್ತು ರಷ್ಯಾ ಹತ್ತಿರವಾಗುತ್ತಿರುವುದು ಗಮನಾರ್ಹ. ಈ ಸಂದರ್ಭದಲ್ಲಿ ಪ್ರಧಾನಿ ನರೇಂದ್ರ ಮೋದಿ ಮತ್ತು ಪುಟಿನ್ 23 ನೇ ಭಾರತ-ರಷ್ಯಾ ಶೃಂಗಸಭೆಯಲ್ಲಿ ಪಾಲ್ಗೊಂಡರು. ಸಂಬಂಧ ಸುಧಾರಣೆ ಕುರಿತು ಚರ್ಚಿಸಿದರು. ಅಮೆರಿಕದ ಅಧ್ಯಕ್ಷ ಡೊನಾಲ್ಡ್ ಟ್ರಂಪ್ ಅವರು ಭಾರತದ ಮೇಲೆ ಹೆಚ್ಚುವರಿ ಸುಂಕ ವಿಧಿಸಿದ್ದಾರೆ. ರಷ್ಯಾದಿಂದ ತೈಲ ಖರೀದಿಯನ್ನು ನಿಲ್ಲಿಸಬೇಕು ಎಂದು ಒತ್ತಾಯಿಸಿದ್ದರು. ಆದರೆ ಭಾರತ ತನ್ನ ನಿಲುವಿಗೆ ಬದ್ಧವಾಗಿದೆ. ಪುಟಿನ್ ಅವರ ಈ ಭೇಟಿ ಅಮೆರಿಕಕ್ಕೆ ದೊಡ್ಡ ಸಂದೇಶವಾಗಿದೆ ಎಂದು ವಿಶ್ಲೇಷಿಸಲಾಗುತ್ತಿದೆ. ಮೋದಿ ಅವರು ಕಾರಿನಲ್ಲಿ ಪುಟಿನ್ ಜೊತೆ ಪ್ರಯಾಣಿಸಿದ್ದು ವಿಶೇಷ.	[10, 472, 160, 734]
pia-plane-photo	[754, 698, 943, 800]
sir-headline-2: 17 ಲಕ್ಷ ಮೃತಪಟ್ಟ ಮತದಾರರ ಹೆಸರು!	[6, 778, 306, 804]
